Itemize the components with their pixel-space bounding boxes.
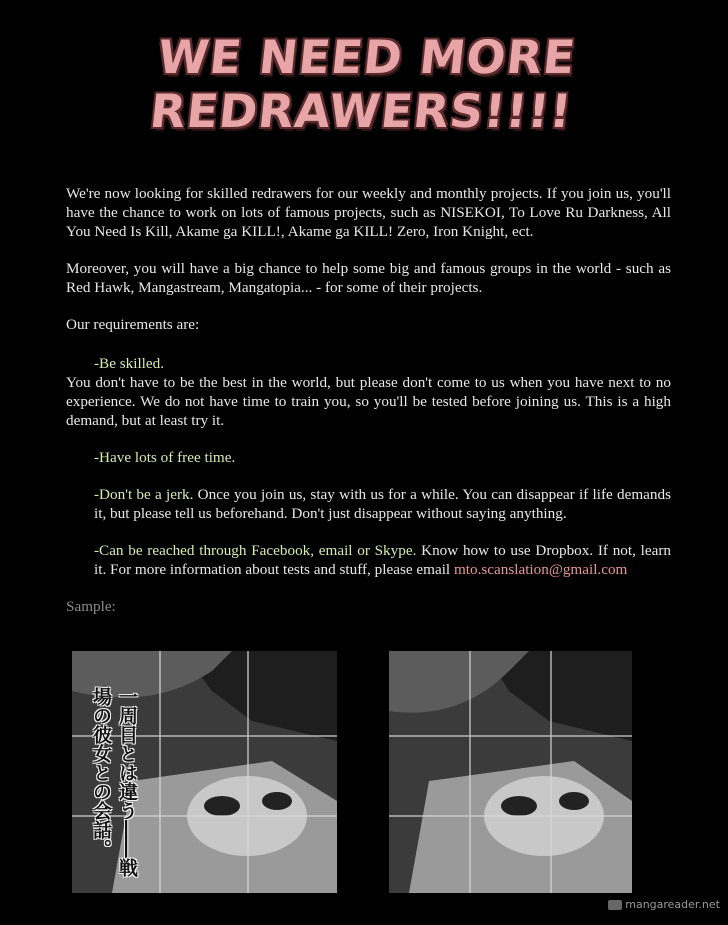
- requirement-contact-detail: Know how to use Dropbox. If not, learn it. For more information about tests and stuff, please email: [94, 542, 671, 578]
- headline: WE NEED MORE REDRAWERS!!!!: [147, 30, 579, 138]
- requirement-behavior-title: -Don't be a jerk.: [94, 486, 194, 503]
- manga-art-redrawn: [389, 651, 632, 893]
- watermark-logo-icon: [608, 900, 622, 910]
- requirement-behavior-detail: Once you join us, stay with us for a while. You can disappear if life demands it, but please tell us beforehand. Don't just disappear without saying anything.: [94, 486, 671, 522]
- sample-panel-original: [72, 651, 337, 893]
- requirement-skilled: -Be skilled.: [94, 355, 165, 372]
- panel-japanese-text: 一周目とは違う――戦場の彼女との会話。: [90, 687, 138, 877]
- sample-label: Sample:: [66, 598, 116, 615]
- requirement-contact: [66, 541, 671, 579]
- requirement-free-time: -Have lots of free time.: [94, 449, 236, 466]
- requirement-contact-title: -Can be reached through Facebook, email or Skype.: [94, 542, 417, 559]
- sample-panel-redrawn: [389, 651, 632, 893]
- groups-paragraph: Moreover, you will have a big chance to help some big and famous groups in the world - such as Red Hawk, Mangastream, Mangatopia... - for some of their projects.: [66, 260, 671, 296]
- watermark: [608, 898, 720, 911]
- contact-email-link[interactable]: mto.scanslation@gmail.com: [453, 561, 628, 578]
- requirements-intro: Our requirements are:: [66, 316, 200, 333]
- watermark-text: mangareader.net: [625, 898, 720, 911]
- requirement-behavior: [66, 485, 671, 523]
- requirement-skilled-detail: You don't have to be the best in the world, but please don't come to us when you have next to no experience. We do not have time to train you, so you'll be tested before joining us. This is a high demand, but at least try it.: [66, 374, 671, 429]
- recruitment-text: [66, 184, 671, 616]
- intro-paragraph: We're now looking for skilled redrawers for our weekly and monthly projects. If you join us, you'll have the chance to work on lots of famous projects, such as NISEKOI, To Love Ru Darkness, All You Need Is Kill, Akame ga KILL!, Akame ga KILL! Zero, Iron Knight, ect.: [66, 185, 671, 240]
